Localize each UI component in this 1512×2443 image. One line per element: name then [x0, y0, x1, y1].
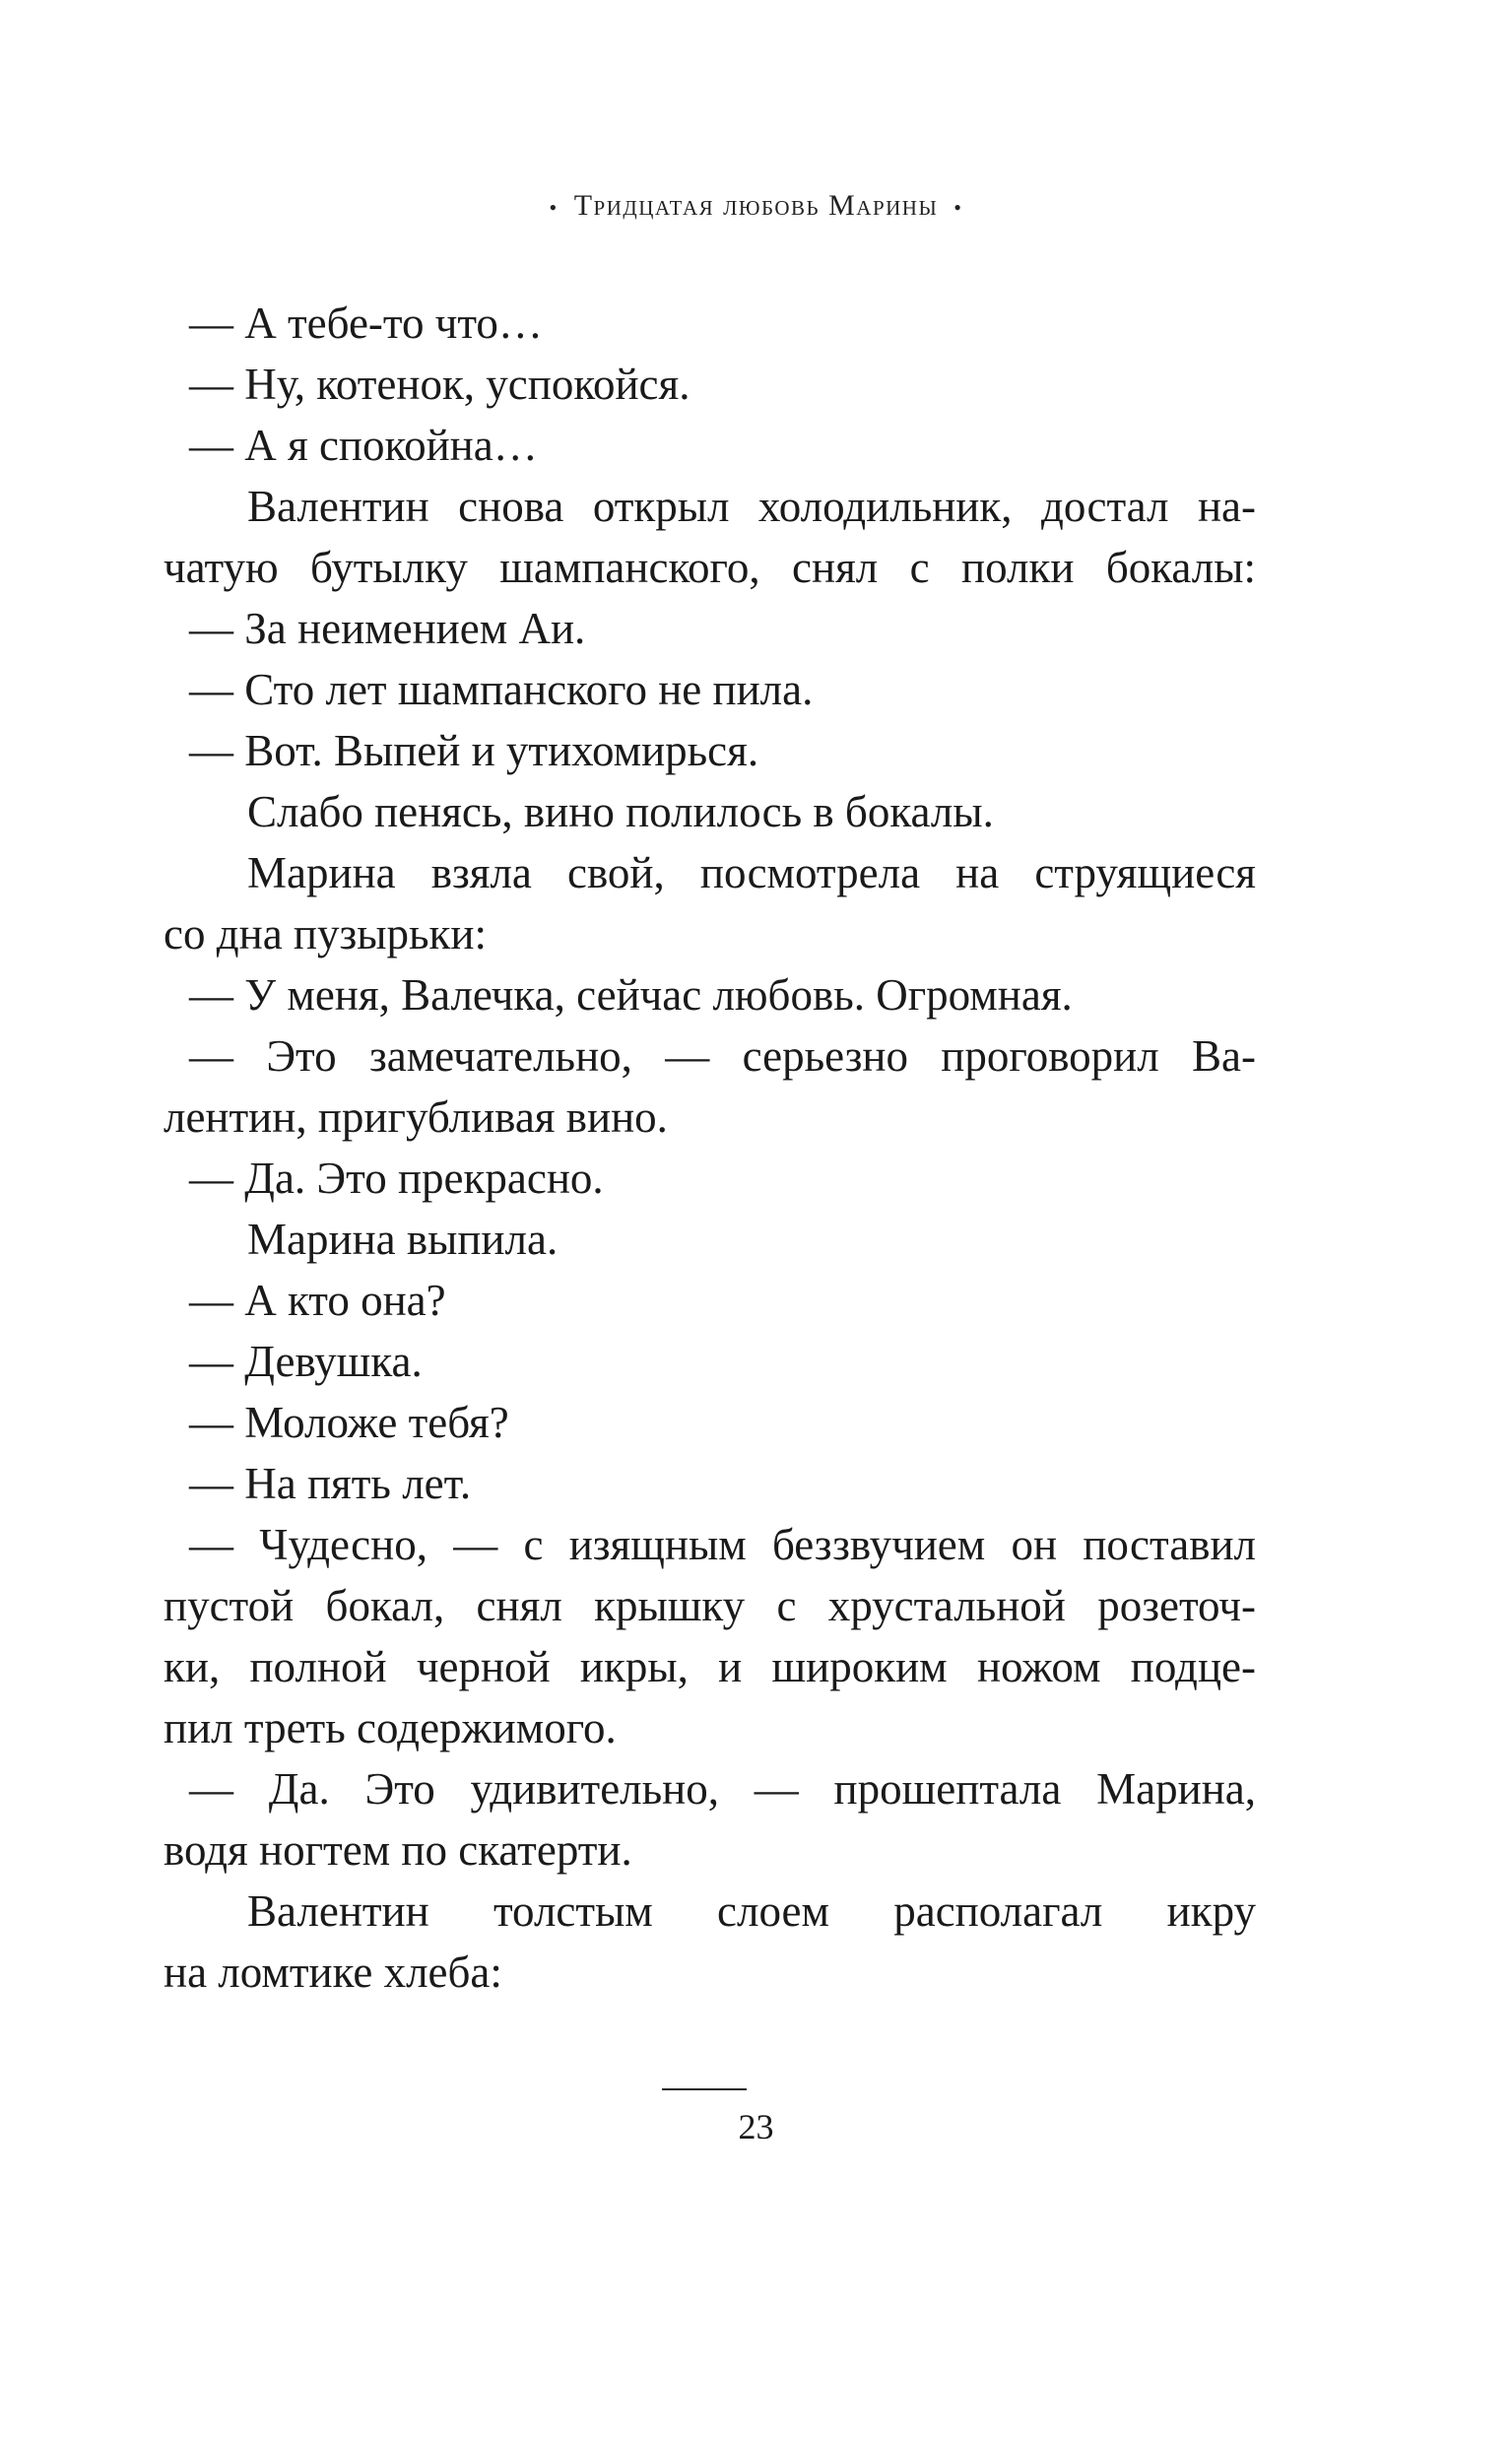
- text-line: водя ногтем по скатерти.: [164, 1825, 632, 1875]
- text-line: Марина взяла свой, посмотрела на струящиеся: [247, 848, 1256, 897]
- text-line: — Моложе тебя?: [189, 1398, 509, 1447]
- text-line: Валентин толстым слоем располагал икру: [247, 1886, 1256, 1936]
- text-line: — Вот. Выпей и утихомирься.: [189, 726, 759, 775]
- header-title: Тридцатая любовь Марины: [573, 189, 939, 222]
- text-line: пил треть содержимого.: [164, 1703, 617, 1752]
- text-line: чатую бутылку шампанского, снял с полки бокалы:: [164, 543, 1256, 592]
- text-line: ки, полной черной икры, и широким ножом подце-: [164, 1642, 1256, 1691]
- footer-rule: [662, 2088, 747, 2090]
- text-line: — За неимением Аи.: [189, 604, 586, 653]
- text-line: — У меня, Валечка, сейчас любовь. Огромная.: [189, 970, 1073, 1020]
- text-line: — Это замечательно, — серьезно проговорил Ва-: [189, 1031, 1256, 1081]
- text-line: — А тебе-то что…: [189, 298, 543, 348]
- header-ornament-left: •: [549, 195, 559, 221]
- text-line: — Чудесно, — с изящным беззвучием он поставил: [189, 1520, 1256, 1569]
- header-ornament-right: •: [953, 195, 963, 221]
- text-line: — Девушка.: [189, 1337, 423, 1386]
- running-header: [0, 189, 1512, 223]
- text-line: — А я спокойна…: [189, 421, 538, 470]
- text-line: — Сто лет шампанского не пила.: [189, 665, 814, 714]
- text-line: на ломтике хлеба:: [164, 1948, 502, 1997]
- text-line: — А кто она?: [189, 1276, 446, 1325]
- text-line: — Да. Это прекрасно.: [189, 1154, 604, 1203]
- text-line: Слабо пенясь, вино полилось в бокалы.: [247, 787, 994, 836]
- text-line: Валентин снова открыл холодильник, достал на-: [247, 482, 1256, 531]
- text-line: — На пять лет.: [189, 1459, 472, 1508]
- page-number: 23: [738, 2107, 774, 2146]
- text-line: лентин, пригубливая вино.: [164, 1092, 668, 1142]
- text-line: пустой бокал, снял крышку с хрустальной розеточ-: [164, 1581, 1256, 1630]
- page-body-text: [164, 293, 1256, 2003]
- text-line: со дна пузырьки:: [164, 909, 487, 958]
- text-line: — Ну, котенок, успокойся.: [189, 360, 690, 409]
- text-line: Марина выпила.: [247, 1215, 559, 1264]
- text-line: — Да. Это удивительно, — прошептала Марина,: [189, 1764, 1256, 1814]
